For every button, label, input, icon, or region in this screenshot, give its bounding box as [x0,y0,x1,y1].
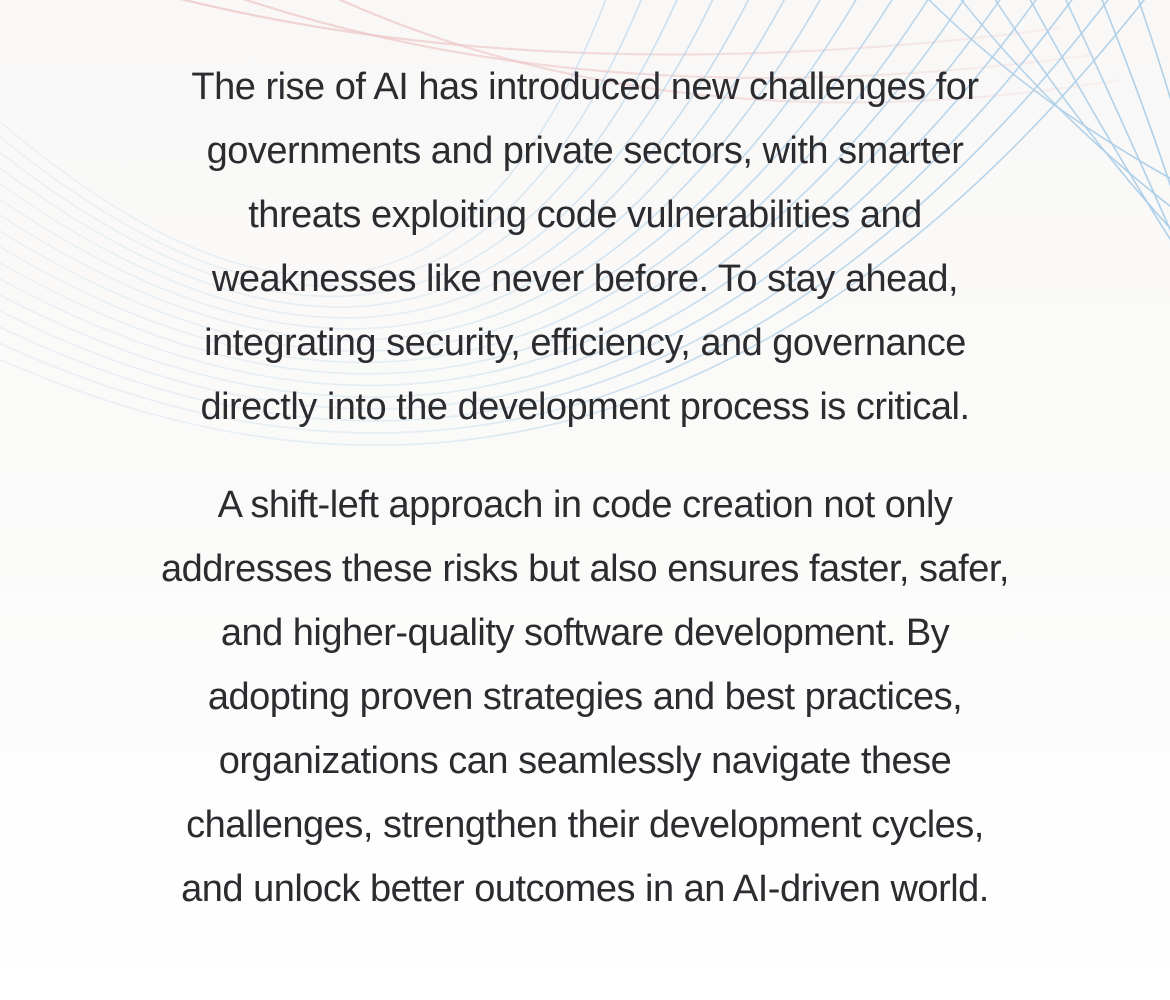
text-line: addresses these risks but also ensures faster, safer, [161,548,1009,590]
text-line: A shift-left approach in code creation not only [217,484,953,526]
text-line: integrating security, efficiency, and governance [204,322,966,364]
text-line: weaknesses like never before. To stay ahead, [211,258,959,300]
text-line: adopting proven strategies and best practices, [207,676,963,718]
text-line: challenges, strengthen their development cycles, [186,804,984,846]
text-line: governments and private sectors, with smarter [206,130,964,172]
text-line: and unlock better outcomes in an AI-driven world. [181,868,989,910]
text-line: The rise of AI has introduced new challenges for [191,66,979,108]
paragraph-2 [115,473,1055,921]
text-line: directly into the development process is critical. [200,386,970,428]
text-line: and higher-quality software development. By [220,612,950,654]
text-content [115,55,1055,955]
text-line: threats exploiting code vulnerabilities and [248,194,922,236]
paragraph-1 [115,55,1055,439]
text-line: organizations can seamlessly navigate these [218,740,952,782]
